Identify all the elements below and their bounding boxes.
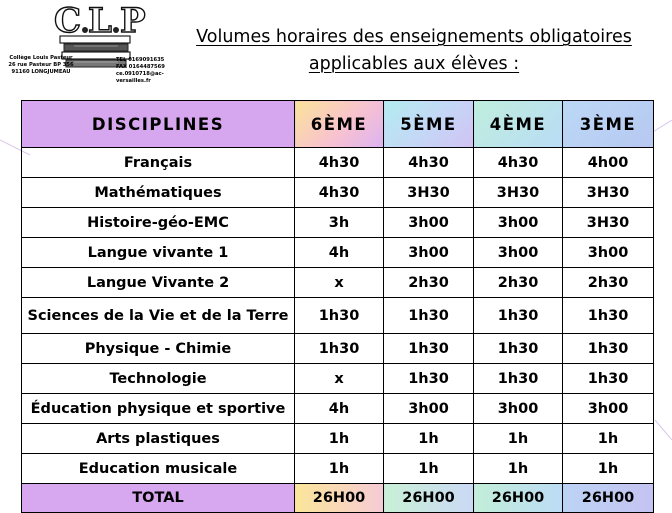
contact-line: FAX 0164487569 [116,64,165,70]
total-label: TOTAL [22,484,295,513]
table-row [22,454,654,484]
total-3eme: 26H00 [563,484,654,513]
logo-contact [116,57,180,85]
logo-letter-c: C [54,2,82,41]
hours-cell: 3H30 [563,178,654,208]
total-row [22,484,654,513]
hours-cell: 3h00 [384,208,474,238]
table-row [22,424,654,454]
hours-cell: x [295,364,384,394]
hours-cell: 4h30 [384,148,474,178]
hours-cell: 1h30 [384,364,474,394]
address-line: 26 rue Pasteur BP 356 [8,62,74,68]
hours-cell: 1h30 [295,334,384,364]
hours-cell: 1h [295,454,384,484]
hours-cell: 1h [384,454,474,484]
header-disciplines: DISCIPLINES [22,101,295,148]
hours-cell: 1h [384,424,474,454]
logo-address [4,55,78,76]
contact-line: TEL 0169091635 [116,57,165,63]
header-3eme: 3ÈME [563,101,654,148]
header-4eme: 4ÈME [474,101,563,148]
hours-cell: 1h30 [563,334,654,364]
discipline-name: Education musicale [22,454,295,484]
contact-line: ce.0910718@ac-versailles.fr [116,71,164,84]
table-row [22,208,654,238]
hours-cell: 1h30 [474,364,563,394]
address-line: 91160 LONGJUMEAU [11,69,71,75]
hours-cell: 1h [563,454,654,484]
discipline-name: Sciences de la Vie et de la Terre [22,298,295,334]
hours-cell: 4h30 [295,178,384,208]
hours-cell: 1h30 [563,298,654,334]
table-row [22,268,654,298]
title-line-2: applicables aux élèves : [308,54,520,74]
logo-letter-p: P [120,2,146,41]
hours-cell: 3h [295,208,384,238]
table-row [22,238,654,268]
hours-cell: 1h [563,424,654,454]
hours-cell: 1h30 [563,364,654,394]
table-row [22,178,654,208]
hours-cell: 3h00 [563,238,654,268]
hours-cell: 4h [295,394,384,424]
discipline-name: Français [22,148,295,178]
hours-cell: 3H30 [474,178,563,208]
discipline-name: Éducation physique et sportive [22,394,295,424]
title-line-1: Volumes horaires des enseignements obligatoires [196,27,632,47]
discipline-name: Langue Vivante 2 [22,268,295,298]
hours-cell: 4h30 [295,148,384,178]
discipline-name: Mathématiques [22,178,295,208]
hours-cell: 1h30 [384,298,474,334]
hours-cell: 1h30 [384,334,474,364]
hours-cell: 3H30 [563,208,654,238]
hours-cell: 3h00 [384,238,474,268]
hours-cell: 3h00 [474,394,563,424]
total-5eme: 26H00 [384,484,474,513]
timetable [21,100,654,513]
hours-cell: 2h30 [384,268,474,298]
hours-cell: 1h30 [474,298,563,334]
hours-cell: 2h30 [563,268,654,298]
table-row [22,394,654,424]
table-row [22,298,654,334]
table-row [22,334,654,364]
hours-cell: 4h00 [563,148,654,178]
hours-cell: 4h [295,238,384,268]
page-title [180,24,648,78]
hours-cell: 1h [474,424,563,454]
hours-cell: 4h30 [474,148,563,178]
logo-letter-l: L [88,2,112,41]
hours-cell: 3H30 [384,178,474,208]
table-body [22,148,654,484]
header-row [22,101,654,148]
hours-cell: 1h30 [474,334,563,364]
hours-cell: 2h30 [474,268,563,298]
header-6eme: 6ÈME [295,101,384,148]
address-line: Collège Louis Pasteur [9,55,73,61]
hours-cell: 1h30 [295,298,384,334]
hours-cell: 1h [474,454,563,484]
hours-cell: 3h00 [474,238,563,268]
hours-cell: x [295,268,384,298]
discipline-name: Histoire-géo-EMC [22,208,295,238]
hours-cell: 3h00 [474,208,563,238]
table-row [22,364,654,394]
total-6eme: 26H00 [295,484,384,513]
discipline-name: Arts plastiques [22,424,295,454]
discipline-name: Langue vivante 1 [22,238,295,268]
table-row [22,148,654,178]
total-4eme: 26H00 [474,484,563,513]
hours-cell: 1h [295,424,384,454]
hours-cell: 3h00 [384,394,474,424]
school-logo [0,0,180,96]
hours-cell: 3h00 [563,394,654,424]
header-5eme: 5ÈME [384,101,474,148]
discipline-name: Physique - Chimie [22,334,295,364]
discipline-name: Technologie [22,364,295,394]
